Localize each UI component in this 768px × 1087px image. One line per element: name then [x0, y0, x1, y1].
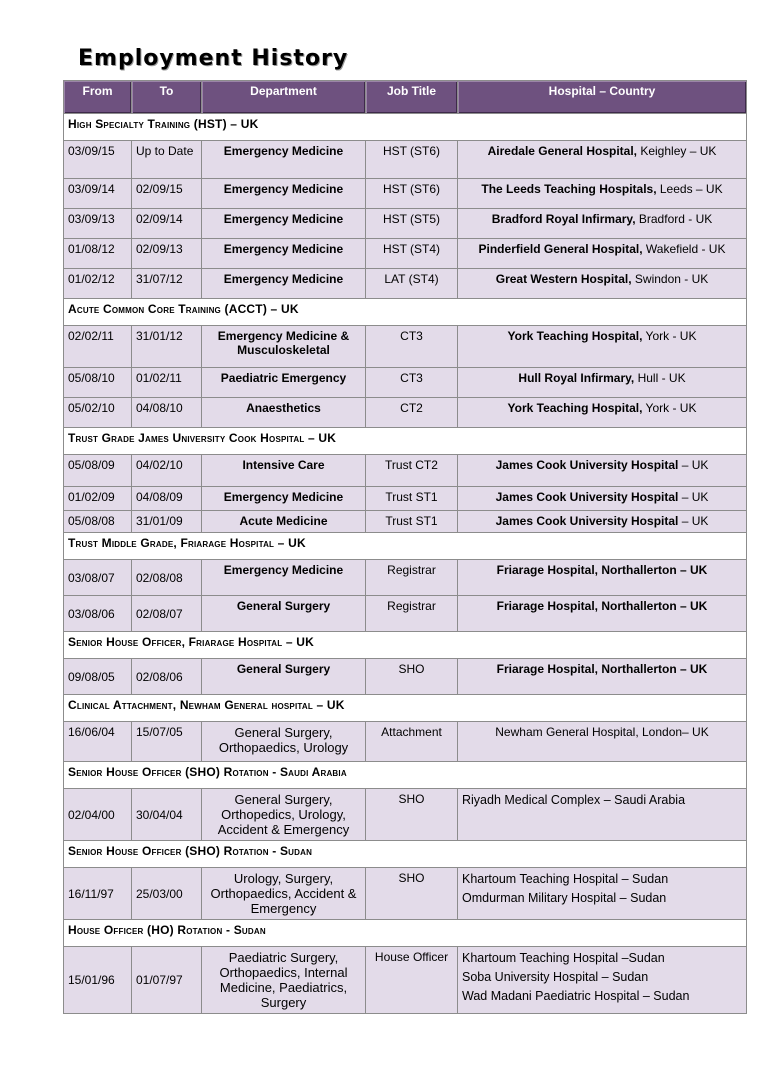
hospital-country — [458, 326, 747, 368]
hospital-country: Friarage Hospital, Northallerton – UK — [458, 560, 747, 596]
table-row — [64, 659, 747, 695]
job-title: Attachment — [366, 722, 458, 762]
to-date: 02/08/08 — [132, 560, 202, 596]
to-date: 02/08/06 — [132, 659, 202, 695]
job-title: HST (ST6) — [366, 179, 458, 209]
hospital-country — [458, 141, 747, 179]
to-date: 02/08/07 — [132, 596, 202, 632]
table-row — [64, 326, 747, 368]
hospital-country — [458, 868, 747, 920]
hospital-country — [458, 209, 747, 239]
hospital-country — [458, 947, 747, 1014]
department: Emergency Medicine — [202, 239, 366, 269]
hospital-name: York Teaching Hospital, — [507, 401, 643, 415]
job-title: SHO — [366, 868, 458, 920]
section-heading: Senior House Officer (SHO) Rotation - Saudi Arabia — [64, 762, 747, 789]
table-row — [64, 179, 747, 209]
section-heading-row — [64, 841, 747, 868]
header-from: From — [64, 81, 132, 114]
department: Paediatric Surgery, Orthopaedics, Internal Medicine, Paediatrics, Surgery — [202, 947, 366, 1014]
job-title: CT3 — [366, 368, 458, 398]
department: Paediatric Emergency — [202, 368, 366, 398]
hospital-name: York Teaching Hospital, — [507, 329, 643, 343]
to-date: 25/03/00 — [132, 868, 202, 920]
section-heading-row — [64, 299, 747, 326]
department: General Surgery, Orthopedics, Urology, Accident & Emergency — [202, 789, 366, 841]
hospital-line: Omdurman Military Hospital – Sudan — [462, 891, 667, 905]
employment-history-table — [63, 80, 747, 1014]
to-date: 04/08/10 — [132, 398, 202, 428]
to-date: 01/07/97 — [132, 947, 202, 1014]
hospital-name: Airedale General Hospital, — [487, 144, 637, 158]
from-date: 09/08/05 — [64, 659, 132, 695]
section-heading: Trust Grade James University Cook Hospital – UK — [64, 428, 747, 455]
to-date: 31/01/09 — [132, 511, 202, 533]
header-row — [64, 81, 747, 114]
table-row — [64, 596, 747, 632]
to-date: 04/02/10 — [132, 455, 202, 487]
hospital-country — [458, 511, 747, 533]
from-date: 03/09/13 — [64, 209, 132, 239]
from-date: 01/08/12 — [64, 239, 132, 269]
to-date: 02/09/15 — [132, 179, 202, 209]
to-date: 31/01/12 — [132, 326, 202, 368]
table-row — [64, 455, 747, 487]
table-row — [64, 560, 747, 596]
table-row — [64, 269, 747, 299]
to-date: 01/02/11 — [132, 368, 202, 398]
department: Emergency Medicine — [202, 179, 366, 209]
table-row — [64, 209, 747, 239]
to-date: 15/07/05 — [132, 722, 202, 762]
from-date: 02/04/00 — [64, 789, 132, 841]
hospital-line: Wad Madani Paediatric Hospital – Sudan — [462, 989, 690, 1003]
from-date: 01/02/12 — [64, 269, 132, 299]
section-heading-row — [64, 114, 747, 141]
header-department: Department — [202, 81, 366, 114]
job-title: SHO — [366, 659, 458, 695]
hospital-name: James Cook University Hospital — [495, 490, 679, 504]
job-title: HST (ST6) — [366, 141, 458, 179]
hospital-line: Soba University Hospital – Sudan — [462, 970, 649, 984]
hospital-country — [458, 368, 747, 398]
header-to: To — [132, 81, 202, 114]
hospital-country: Friarage Hospital, Northallerton – UK — [458, 659, 747, 695]
section-heading-row — [64, 533, 747, 560]
hospital-line: Khartoum Teaching Hospital –Sudan — [462, 951, 665, 965]
from-date: 03/08/06 — [64, 596, 132, 632]
hospital-name: Hull Royal Infirmary, — [518, 371, 635, 385]
from-date: 05/08/10 — [64, 368, 132, 398]
table-row — [64, 141, 747, 179]
hospital-location: Bradford - UK — [635, 212, 713, 226]
hospital-location: York - UK — [642, 329, 697, 343]
hospital-country — [458, 179, 747, 209]
hospital-country — [458, 269, 747, 299]
department: General Surgery — [202, 659, 366, 695]
table-row — [64, 368, 747, 398]
hospital-country — [458, 398, 747, 428]
table-row — [64, 398, 747, 428]
from-date: 15/01/96 — [64, 947, 132, 1014]
department: Emergency Medicine — [202, 209, 366, 239]
department: Anaesthetics — [202, 398, 366, 428]
table-row — [64, 722, 747, 762]
section-heading: Acute Common Core Training (ACCT) – UK — [64, 299, 747, 326]
hospital-location: Leeds – UK — [656, 182, 723, 196]
table-row — [64, 487, 747, 511]
section-heading-row — [64, 762, 747, 789]
to-date: 02/09/13 — [132, 239, 202, 269]
section-heading: Clinical Attachment, Newham General hospital – UK — [64, 695, 747, 722]
department: General Surgery — [202, 596, 366, 632]
job-title: CT2 — [366, 398, 458, 428]
hospital-location: Hull - UK — [634, 371, 686, 385]
section-heading-row — [64, 428, 747, 455]
job-title: LAT (ST4) — [366, 269, 458, 299]
job-title: SHO — [366, 789, 458, 841]
hospital-location: – UK — [678, 514, 709, 528]
hospital-name: Great Western Hospital, — [495, 272, 632, 286]
section-heading-row — [64, 920, 747, 947]
job-title: Trust ST1 — [366, 487, 458, 511]
from-date: 16/06/04 — [64, 722, 132, 762]
department: Emergency Medicine — [202, 141, 366, 179]
section-heading-row — [64, 632, 747, 659]
department: Intensive Care — [202, 455, 366, 487]
from-date: 05/08/09 — [64, 455, 132, 487]
section-heading: Senior House Officer (SHO) Rotation - Sudan — [64, 841, 747, 868]
section-heading: House Officer (HO) Rotation - Sudan — [64, 920, 747, 947]
to-date: 30/04/04 — [132, 789, 202, 841]
job-title: CT3 — [366, 326, 458, 368]
section-heading: Senior House Officer, Friarage Hospital – UK — [64, 632, 747, 659]
from-date: 03/09/14 — [64, 179, 132, 209]
hospital-location: Wakefield - UK — [642, 242, 726, 256]
job-title: HST (ST4) — [366, 239, 458, 269]
to-date: 02/09/14 — [132, 209, 202, 239]
hospital-name: James Cook University Hospital — [495, 458, 679, 472]
hospital-name: James Cook University Hospital — [495, 514, 679, 528]
hospital-line: Riyadh Medical Complex – Saudi Arabia — [462, 793, 686, 807]
hospital-country — [458, 239, 747, 269]
header-hospital-country: Hospital – Country — [458, 81, 747, 114]
hospital-name: The Leeds Teaching Hospitals, — [481, 182, 657, 196]
job-title: HST (ST5) — [366, 209, 458, 239]
to-date: 04/08/09 — [132, 487, 202, 511]
hospital-location: – UK — [678, 458, 709, 472]
section-heading: Trust Middle Grade, Friarage Hospital – UK — [64, 533, 747, 560]
hospital-location: – UK — [678, 490, 709, 504]
department: Acute Medicine — [202, 511, 366, 533]
to-date: Up to Date — [132, 141, 202, 179]
department: Emergency Medicine & Musculoskeletal — [202, 326, 366, 368]
table-row — [64, 239, 747, 269]
hospital-location: York - UK — [642, 401, 697, 415]
from-date: 01/02/09 — [64, 487, 132, 511]
job-title: Trust ST1 — [366, 511, 458, 533]
hospital-country — [458, 789, 747, 841]
department: Emergency Medicine — [202, 560, 366, 596]
table-row — [64, 511, 747, 533]
to-date: 31/07/12 — [132, 269, 202, 299]
department: General Surgery, Orthopaedics, Urology — [202, 722, 366, 762]
hospital-country: Friarage Hospital, Northallerton – UK — [458, 596, 747, 632]
hospital-country — [458, 487, 747, 511]
hospital-location: Swindon - UK — [631, 272, 709, 286]
hospital-country: Newham General Hospital, London– UK — [458, 722, 747, 762]
table-row — [64, 947, 747, 1014]
hospital-name: Pinderfield General Hospital, — [478, 242, 643, 256]
hospital-line: Khartoum Teaching Hospital – Sudan — [462, 872, 669, 886]
department: Emergency Medicine — [202, 269, 366, 299]
from-date: 02/02/11 — [64, 326, 132, 368]
hospital-location: Keighley – UK — [637, 144, 717, 158]
from-date: 05/02/10 — [64, 398, 132, 428]
job-title: Trust CT2 — [366, 455, 458, 487]
page-title: Employment History — [78, 46, 349, 71]
section-heading-row — [64, 695, 747, 722]
table-row — [64, 789, 747, 841]
table-row — [64, 868, 747, 920]
job-title: House Officer — [366, 947, 458, 1014]
from-date: 03/08/07 — [64, 560, 132, 596]
from-date: 16/11/97 — [64, 868, 132, 920]
hospital-name: Bradford Royal Infirmary, — [491, 212, 636, 226]
job-title: Registrar — [366, 560, 458, 596]
from-date: 03/09/15 — [64, 141, 132, 179]
job-title: Registrar — [366, 596, 458, 632]
department: Emergency Medicine — [202, 487, 366, 511]
hospital-country — [458, 455, 747, 487]
section-heading: High Specialty Training (HST) – UK — [64, 114, 747, 141]
header-job-title: Job Title — [366, 81, 458, 114]
from-date: 05/08/08 — [64, 511, 132, 533]
department: Urology, Surgery, Orthopaedics, Accident & Emergency — [202, 868, 366, 920]
